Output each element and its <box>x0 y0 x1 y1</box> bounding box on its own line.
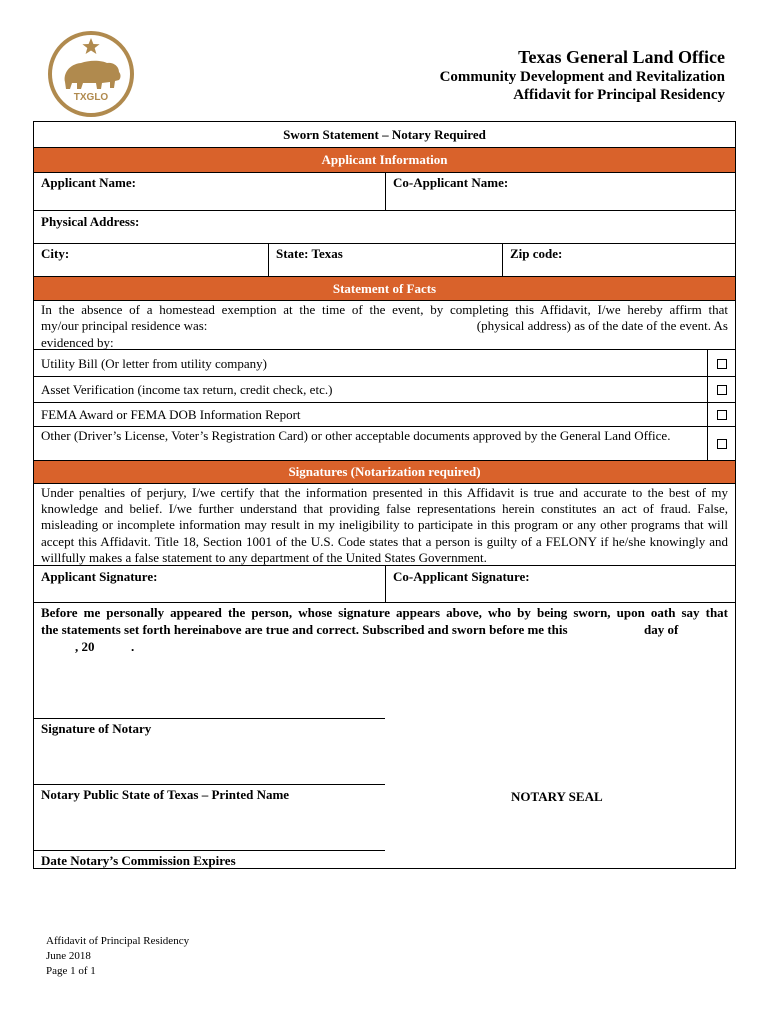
form-title: Affidavit for Principal Residency <box>513 87 725 103</box>
name-row <box>34 172 735 210</box>
signatures-header: Signatures (Notarization required) <box>34 460 735 483</box>
facts-text <box>34 300 735 349</box>
statement-of-facts-header: Statement of Facts <box>34 276 735 300</box>
checkbox-cell <box>707 350 735 376</box>
evidence-label: Asset Verification (income tax return, credit check, etc.) <box>41 382 333 397</box>
perjury-statement <box>34 483 735 565</box>
checkbox-cell <box>707 427 735 460</box>
facts-line-2b: (physical address) as of the date of the event. As <box>476 318 728 334</box>
asset-verification-checkbox[interactable] <box>717 385 727 395</box>
footer-date: June 2018 <box>46 950 91 962</box>
signature-row <box>34 565 735 602</box>
notary-seal-label: NOTARY SEAL <box>511 789 603 804</box>
fema-checkbox[interactable] <box>717 410 727 420</box>
applicant-name-field[interactable]: Applicant Name: <box>41 175 136 190</box>
state-field: State: Texas <box>268 244 502 276</box>
address-row <box>34 210 735 243</box>
logo-text: TXGLO <box>73 92 109 103</box>
facts-line-2a: my/our principal residence was: <box>41 318 208 334</box>
city-row <box>34 243 735 276</box>
bison-icon <box>65 61 121 89</box>
zip-field[interactable]: Zip code: <box>502 244 735 276</box>
commission-line <box>34 850 385 851</box>
checkbox-cell <box>707 377 735 402</box>
perjury-text: Under penalties of perjury, I/we certify that the information presented in this Affidavit is true and accurate to the best of my knowledge and belief. I/we further understand that providing false representations herein constitutes an act of fraud. False, misleading or incomplete information may result in my ineligibility to participate in this program or any other programs that will accept this Affidavit. Title 18, Section 1001 of the U.S. Code states that a person is guilty of a FELONY if he/she knowingly and willfully makes a false statement to any department of the United States Government. <box>41 485 728 565</box>
evidence-label: Utility Bill (Or letter from utility company) <box>41 356 268 371</box>
applicant-info-header: Applicant Information <box>34 147 735 172</box>
txglo-logo <box>47 30 135 118</box>
checkbox-cell <box>707 403 735 426</box>
footer-title: Affidavit of Principal Residency <box>46 935 190 947</box>
evidence-row-other <box>34 426 735 460</box>
evidence-row-asset <box>34 376 735 402</box>
affidavit-form <box>33 121 736 869</box>
footer-page: Page 1 of 1 <box>46 965 96 977</box>
notary-day-of: day of <box>644 622 679 637</box>
facts-line-2 <box>34 318 735 334</box>
utility-bill-checkbox[interactable] <box>717 359 727 369</box>
evidence-row-fema <box>34 402 735 426</box>
coapplicant-signature-field[interactable]: Co-Applicant Signature: <box>385 566 735 602</box>
notary-line-2a: the statements set forth hereinabove are true and correct. Subscribed and sworn before me this <box>41 622 568 637</box>
coapplicant-name-field[interactable]: Co-Applicant Name: <box>385 173 735 210</box>
city-field[interactable]: City: <box>41 246 70 261</box>
notary-section <box>34 602 735 868</box>
other-document-checkbox[interactable] <box>717 439 727 449</box>
physical-address-field[interactable]: Physical Address: <box>41 214 140 229</box>
notary-line-1: Before me personally appeared the person, whose signature appears above, who by being sworn, upon oath say that <box>41 605 728 620</box>
applicant-signature-field[interactable]: Applicant Signature: <box>41 569 158 584</box>
star-icon <box>82 38 99 54</box>
notary-period: . <box>131 639 135 654</box>
evidence-row-utility <box>34 349 735 376</box>
facts-line-3: evidenced by: <box>41 335 114 351</box>
notary-signature-line <box>34 718 385 719</box>
signature-of-notary-label: Signature of Notary <box>41 721 152 736</box>
page-footer <box>46 934 189 979</box>
org-title: Texas General Land Office <box>518 47 725 67</box>
facts-line-1: In the absence of a homestead exemption at the time of the event, by completing this Affidavit, I/we hereby affirm that <box>41 302 728 317</box>
sworn-statement: Sworn Statement – Notary Required <box>283 127 486 142</box>
notary-printed-name-label: Notary Public State of Texas – Printed Name <box>41 787 290 802</box>
program-title: Community Development and Revitalization <box>439 69 725 85</box>
notary-year: , 20 <box>75 639 95 654</box>
evidence-label: FEMA Award or FEMA DOB Information Report <box>41 407 301 422</box>
evidence-label: Other (Driver’s License, Voter’s Registration Card) or other acceptable documents approved by the General Land Office. <box>41 428 671 443</box>
printed-name-line <box>34 784 385 785</box>
commission-expires-label: Date Notary’s Commission Expires <box>41 853 236 868</box>
